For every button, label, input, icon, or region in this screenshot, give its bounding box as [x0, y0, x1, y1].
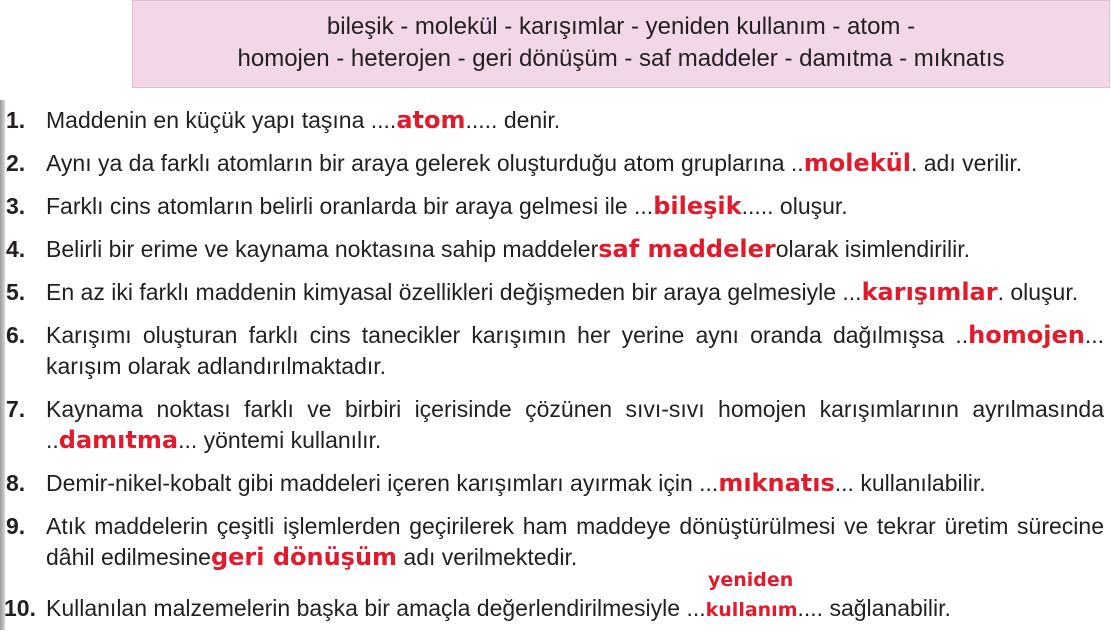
question-9 [0, 511, 1111, 573]
question-text-before: Farklı cins atomların belirli oranlarda bir araya gelmesi ile ... [46, 193, 654, 219]
question-text [46, 593, 1104, 626]
question-text [46, 320, 1104, 382]
word-bank-line-1: bileşik - molekül - karışımlar - yeniden kullanım - atom - [326, 13, 916, 40]
question-text-before: Karışımı oluşturan farklı cins tanecikler karışımın her yerine aynı oranda dağılmışsa .. [46, 322, 969, 348]
question-text-after: ... kullanılabilir. [834, 470, 986, 496]
question-text-before: Kaynama noktası farklı ve birbiri içerisinde çözünen sıvı-sıvı homojen karışımlarının ayrılmasında .. [46, 396, 1104, 453]
question-5 [0, 277, 1111, 308]
question-list [0, 105, 1111, 638]
question-text-after: .... sağlanabilir. [797, 595, 951, 621]
answer-text: homojen [968, 321, 1085, 349]
word-bank-box [132, 0, 1110, 88]
question-text [46, 148, 1104, 179]
question-2 [0, 148, 1111, 179]
question-text-before: Demir-nikel-kobalt gibi maddeleri içeren karışımları ayırmak için ... [46, 470, 719, 496]
question-text-after: . oluşur. [997, 279, 1079, 305]
question-text-before: Aynı ya da farklı atomların bir araya gelerek oluşturduğu atom gruplarına .. [46, 150, 804, 176]
question-text [46, 191, 1104, 222]
question-number: 8. [6, 470, 26, 496]
question-number: 4. [6, 236, 26, 262]
word-bank-line-2: homojen - heterojen - geri dönüşüm - saf maddeler - damıtma - mıknatıs [237, 45, 1005, 72]
question-text [46, 468, 1104, 499]
question-number: 9. [6, 513, 26, 539]
question-number: 1. [6, 107, 26, 133]
answer-text: geri dönüşüm [210, 543, 398, 571]
question-10 [0, 569, 1111, 626]
question-8 [0, 468, 1111, 499]
question-text-after: ... karışım olarak adlandırılmaktadır. [46, 322, 1104, 379]
question-text [46, 394, 1104, 456]
answer-text: karışımlar [861, 278, 998, 306]
answer-text: kullanım [705, 599, 798, 621]
question-number: 5. [6, 279, 26, 305]
question-text-before: Maddenin en küçük yapı taşına .... [46, 107, 397, 133]
question-number: 3. [6, 193, 26, 219]
question-3 [0, 191, 1111, 222]
question-text-after: ..... oluşur. [741, 193, 848, 219]
question-text [46, 105, 1104, 136]
answer-text: saf maddeler [598, 235, 776, 263]
answer-text-upper: yeniden [708, 569, 794, 591]
question-text-after: ..... denir. [465, 107, 561, 133]
question-text [46, 277, 1104, 308]
question-text-after: ... yöntemi kullanılır. [178, 427, 382, 453]
question-number: 7. [6, 396, 26, 422]
question-number: 10. [4, 595, 36, 621]
answer-text: molekül [803, 149, 911, 177]
question-text [46, 234, 1104, 265]
question-text [46, 511, 1104, 573]
question-text-before: Atık maddelerin çeşitli işlemlerden geçirilerek ham maddeye dönüştürülmesi ve tekrar üretim sürecine dâhil edilmesine [46, 513, 1104, 570]
question-text-before: Belirli bir erime ve kaynama noktasına sahip maddeler [46, 236, 599, 262]
question-text-before: Kullanılan malzemelerin başka bir amaçla değerlendirilmesiyle ... [46, 595, 706, 621]
question-text-after: olarak isimlendirilir. [775, 236, 971, 262]
question-number: 6. [6, 322, 26, 348]
answer-text: damıtma [58, 426, 179, 454]
question-6 [0, 320, 1111, 382]
question-4 [0, 234, 1111, 265]
answer-text: mıknatıs [718, 469, 835, 497]
question-text-after: . adı verilir. [910, 150, 1023, 176]
question-number: 2. [6, 150, 26, 176]
question-7 [0, 394, 1111, 456]
question-1 [0, 105, 1111, 136]
question-text-before: En az iki farklı maddenin kimyasal özellikleri değişmeden bir araya gelmesiyle ... [46, 279, 862, 305]
question-text-after: adı verilmektedir. [397, 544, 578, 570]
answer-text: bileşik [653, 192, 742, 220]
answer-text: atom [396, 106, 466, 134]
